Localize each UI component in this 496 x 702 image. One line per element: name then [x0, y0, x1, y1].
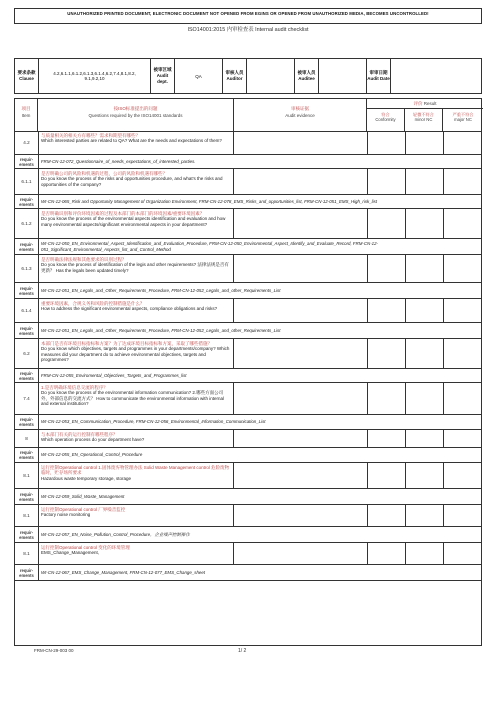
date-value[interactable]: [391, 59, 483, 93]
question-cn: 运行控制Operational control 厂界噪音监控: [41, 507, 126, 512]
col-major-nc: [443, 108, 483, 131]
major-nc-cell[interactable]: [443, 543, 483, 564]
item-number: 8.1: [15, 505, 39, 526]
requirement-documents: WI-CN-12-055_EN_Operational_Control_Procedure: [41, 452, 143, 458]
uncontrolled-warning: UNAUTHORIZED PRINTED DOCUMENT, ELECTRONIC DOCUMENT NOT OPENED FROM EGINS OR OPENED FROM UNAUTHORIZED MEDIA, BECOMES UNCONTROLLED!: [67, 11, 429, 16]
requirements-label: requir-ements: [15, 369, 39, 382]
minor-nc-cell[interactable]: [405, 543, 444, 564]
item-number: 4.2: [15, 131, 39, 154]
question-en: Do you know which objectives, targets and programmes in your departments/company? Which measures did your department do to achieve environmental objectives, targets and programmes?: [41, 346, 230, 363]
question-cn: 是否明确公司的风险和机遇的过程，公司的风险和机遇有哪些？: [41, 171, 167, 176]
question-text: [38, 209, 234, 238]
item-number: 6.1.1: [15, 169, 39, 194]
question-cn: 与本部门有关的运行控制有哪些程序？: [41, 432, 118, 437]
auditee-label: [295, 59, 319, 93]
item-number: 6.2: [15, 339, 39, 368]
table-header: [15, 99, 481, 132]
question-row: [15, 169, 481, 195]
col-question-en: Questions required by the ISO14001 standards: [88, 113, 183, 118]
audit-header: [14, 58, 482, 94]
question-en: Factory noise monitoring: [41, 512, 91, 518]
col-item-en: Item: [21, 113, 31, 118]
evidence-cell[interactable]: [234, 505, 368, 526]
requirement-row: [15, 448, 481, 463]
question-en: Hazardous waste temporary storage, storage: [41, 475, 132, 481]
auditee-value[interactable]: [319, 59, 367, 93]
requirements-label: requir-ements: [15, 195, 39, 208]
question-en: Do you know the process of the environmental aspects identification and evaluation and how many environmental aspects/significant environmental aspects in your department?: [41, 216, 226, 227]
evidence-cell[interactable]: [234, 543, 368, 564]
question-cn: 是否明确识别和评价环境因素的过程及本部门的本部门的环境因素/重要环境因素？: [41, 211, 205, 216]
conformity-cell[interactable]: [367, 543, 406, 564]
requirements-label: requir-ements: [15, 283, 39, 298]
requirement-row: [15, 323, 481, 339]
auditee-label-en: Auditee: [298, 76, 315, 81]
requirements-label: requir-ements: [15, 448, 39, 462]
col-minor-nc-en: minor NC: [414, 117, 433, 122]
evidence-cell[interactable]: [234, 255, 368, 282]
col-item-cn: 项目: [21, 106, 31, 111]
major-nc-cell[interactable]: [443, 169, 483, 194]
minor-nc-cell[interactable]: [405, 505, 444, 526]
date-label-cn: 审审日期: [369, 70, 388, 75]
item-number: 8.1: [15, 543, 39, 564]
evidence-cell[interactable]: [234, 383, 368, 414]
clause-label: [15, 59, 39, 93]
evidence-cell[interactable]: [234, 299, 368, 322]
conformity-cell[interactable]: [367, 255, 406, 282]
conformity-cell[interactable]: [367, 383, 406, 414]
item-number: 6.1.3: [15, 255, 39, 282]
dept-label-cn: 被审区域: [153, 67, 172, 72]
conformity-cell[interactable]: [367, 430, 406, 447]
requirements-label: requir-ements: [15, 155, 39, 168]
requirement-documents: FRM-CN-12-055_Enviromental_Objectives_Targets_and_Programmes_list: [41, 372, 187, 378]
question-en: Which interested parties are related to QA? What are the needs and expectations of them?: [41, 138, 222, 144]
question-text: [38, 131, 234, 154]
requirement-documents: WI-CN-12-053_EN_Communication_Procedure, FRM-CN-12-056_Environmental_Information_Communication_List: [41, 419, 266, 425]
minor-nc-cell[interactable]: [405, 339, 444, 368]
auditor-label-cn: 审核人员: [225, 70, 244, 75]
requirement-row: [15, 415, 481, 430]
result-title-en: Result: [423, 101, 437, 106]
requirements-label: requir-ements: [15, 239, 39, 254]
col-question-cn: 按ISO标准提出的问题: [113, 106, 158, 111]
requirement-row: [15, 565, 481, 581]
question-cn: 与质量相关的相关方有哪些？需求和期望有哪些？: [41, 133, 140, 138]
item-number: 6.1.2: [15, 209, 39, 238]
col-result: [367, 99, 483, 131]
major-nc-cell[interactable]: [443, 463, 483, 488]
minor-nc-cell[interactable]: [405, 255, 444, 282]
item-number: 8.1: [15, 463, 39, 488]
item-number: 8: [15, 430, 39, 447]
auditor-value[interactable]: [247, 59, 295, 93]
question-en: Do you know the process of the risks and opportunities procedure, and what's the risks and opportunities of the company?: [41, 176, 223, 187]
question-text: [38, 339, 234, 368]
col-conformity: [367, 108, 405, 131]
auditor-label-en: Auditor: [226, 76, 243, 81]
major-nc-cell[interactable]: [443, 209, 483, 238]
question-row: [15, 543, 481, 565]
col-question: [38, 99, 234, 131]
col-major-nc-cn: 严重不符合: [452, 112, 474, 117]
question-en: EMS_Change_Management,: [41, 550, 100, 556]
minor-nc-cell[interactable]: [405, 131, 444, 154]
requirements-label: requir-ements: [15, 565, 39, 580]
evidence-cell[interactable]: [234, 169, 368, 194]
col-minor-nc-cn: 轻微不符合: [413, 112, 434, 117]
major-nc-cell[interactable]: [443, 255, 483, 282]
requirement-documents: WI-CN-12-059_Solid_Waste_Management: [41, 493, 125, 499]
auditor-label: [223, 59, 247, 93]
evidence-cell[interactable]: [234, 339, 368, 368]
result-title-cn: 评价: [413, 101, 423, 106]
question-row: [15, 131, 481, 155]
question-text: [38, 463, 234, 488]
evidence-cell[interactable]: [234, 430, 368, 447]
major-nc-cell[interactable]: [443, 339, 483, 368]
question-en: Do you know the process of the environmental information communication? 2.哪些方面公司外，外部信息的交流方式？ How to communicate the environmental information with internal and external institution?: [41, 390, 225, 407]
evidence-cell[interactable]: [234, 463, 368, 488]
major-nc-cell[interactable]: [443, 505, 483, 526]
clause-label-cn: 要求条款: [17, 70, 36, 75]
question-en: Which operation process do your department have?: [41, 437, 145, 443]
col-evidence-cn: 审核证据: [291, 106, 309, 111]
dept-label-en: Audit dept.: [156, 73, 169, 84]
dept-label: [151, 59, 175, 93]
requirements-label: requir-ements: [15, 415, 39, 429]
requirement-documents: WI-CN-12-067_EMS_Change_Management, FRM-CN-12-077_EMS_Change_sheet: [41, 569, 205, 575]
minor-nc-cell[interactable]: [405, 383, 444, 414]
requirement-row: [15, 155, 481, 169]
question-cn: 1.是否明确环境信息交流的程序？: [41, 385, 108, 390]
question-text: [38, 430, 234, 447]
col-major-nc-en: major NC: [454, 117, 472, 122]
question-row: [15, 383, 481, 415]
question-en: Do you know the process of identification of the legis and other requirements? 法律法规是否有更新？ Has the legals been updated timely?: [41, 262, 229, 273]
question-row: [15, 339, 481, 369]
question-cn: 是否明确法律法规和其他要求的识别过程？: [41, 257, 127, 262]
dept-value[interactable]: QA: [175, 59, 223, 93]
question-row: [15, 505, 481, 527]
clause-label-en: Clause: [19, 76, 34, 81]
question-row: [15, 430, 481, 448]
col-evidence-en: Audit evidence: [285, 113, 315, 118]
question-text: [38, 543, 234, 564]
requirements-label: requir-ements: [15, 323, 39, 338]
minor-nc-cell[interactable]: [405, 463, 444, 488]
clause-value-line-2: 9.1,9.2,10: [84, 76, 105, 81]
requirement-documents: WI-CN-12-057_EN_Noise_Pollution_Control_Procedure，企业噪声控制操作: [41, 531, 190, 537]
question-row: [15, 255, 481, 283]
requirements-label: requir-ements: [15, 489, 39, 504]
form-code: FRM-CN-29-003 00: [34, 648, 74, 653]
requirement-documents: WI-CN-12-050_EN_Environmental_Aspect_Identification_and_Evaluation_Procedure, FRM-CN-12-050_Environmental_Aspect_Identify_and_Evaluate_Record, FRM-CN-12-051_Significant_Environmental_Aspects_list_and_Control_Method: [41, 241, 379, 252]
conformity-cell[interactable]: [367, 505, 406, 526]
page-number: 1/ 2: [238, 648, 247, 654]
date-label: [367, 59, 391, 93]
question-cn: 运行控制Operational control 1.固体废弃物管理办法 Solid Waste Management control 危险废物临时，贮存场所要求: [41, 465, 230, 476]
requirement-row: [15, 239, 481, 255]
conformity-cell[interactable]: [367, 169, 406, 194]
question-row: [15, 299, 481, 323]
auditee-label-cn: 被审人员: [297, 70, 316, 75]
major-nc-cell[interactable]: [443, 131, 483, 154]
requirement-documents: WI-CN-12-065_Risk and Opportunity Management of Organization Environment, FRM-CN-12-078_EMS_Risks_and_opportunities_list, FRM-CN-12-051_EMS_High_risk_list: [41, 198, 378, 204]
question-row: [15, 209, 481, 239]
item-number: 6.1.4: [15, 299, 39, 322]
col-evidence: [234, 99, 367, 131]
question-cn: 本部门是否有环境目标指标和方案？为了达成环境目标指标和方案，采取了哪些措施？: [41, 341, 212, 346]
clause-value: [39, 59, 151, 93]
conformity-cell[interactable]: [367, 339, 406, 368]
minor-nc-cell[interactable]: [405, 299, 444, 322]
evidence-cell[interactable]: [234, 131, 368, 154]
col-item: [15, 99, 38, 131]
date-label-en: Audit Date: [367, 76, 390, 81]
question-en: How to address the significant environmental aspects, compliance obligations and risks?: [41, 306, 218, 312]
requirement-row: [15, 489, 481, 505]
minor-nc-cell[interactable]: [405, 430, 444, 447]
clause-value-line-1: 4.2,6.1.1,6.1.2,6.1.3,6.1.4,6.2,7.4,8.1,8.2,: [53, 71, 136, 76]
requirement-row: [15, 283, 481, 299]
col-minor-nc: [405, 108, 443, 131]
conformity-cell[interactable]: [367, 131, 406, 154]
conformity-cell[interactable]: [367, 463, 406, 488]
requirement-documents: WI-CN-12-051_EN_Legals_and_Other_Requirements_Procedure, FRM-CN-12-052_Legals_and_other_Requirements_List: [41, 327, 281, 333]
requirement-documents: WI-CN-12-051_EN_Legals_and_Other_Requirements_Procedure, FRM-CN-12-052_Legals_and_other_Requirements_List: [41, 287, 281, 293]
minor-nc-cell[interactable]: [405, 209, 444, 238]
question-row: [15, 463, 481, 489]
major-nc-cell[interactable]: [443, 299, 483, 322]
question-cn: 运行控制Operational control 变化的环境管理: [41, 545, 130, 550]
question-cn: 重要环境因素，合规义务和风险的控制措施是什么？: [41, 301, 145, 306]
requirement-row: [15, 369, 481, 383]
evidence-cell[interactable]: [234, 209, 368, 238]
requirement-row: [15, 527, 481, 543]
question-text: [38, 169, 234, 194]
requirement-row: [15, 195, 481, 209]
minor-nc-cell[interactable]: [405, 169, 444, 194]
question-text: [38, 299, 234, 322]
conformity-cell[interactable]: [367, 299, 406, 322]
question-text: [38, 255, 234, 282]
question-text: [38, 383, 234, 414]
major-nc-cell[interactable]: [443, 383, 483, 414]
conformity-cell[interactable]: [367, 209, 406, 238]
requirements-label: requir-ements: [15, 527, 39, 542]
requirement-documents: FRM-CN-12-072_Questionnaire_of_needs_expectations_of_interested_parties.: [41, 158, 196, 164]
col-conformity-cn: 符合: [381, 112, 390, 117]
page-title: ISO14001:2015 内审检查表 Internal audit checklist: [187, 27, 309, 33]
major-nc-cell[interactable]: [443, 430, 483, 447]
item-number: 7.4: [15, 383, 39, 414]
question-text: [38, 505, 234, 526]
checklist-table: [14, 98, 482, 646]
col-conformity-en: Conformity: [375, 117, 396, 122]
